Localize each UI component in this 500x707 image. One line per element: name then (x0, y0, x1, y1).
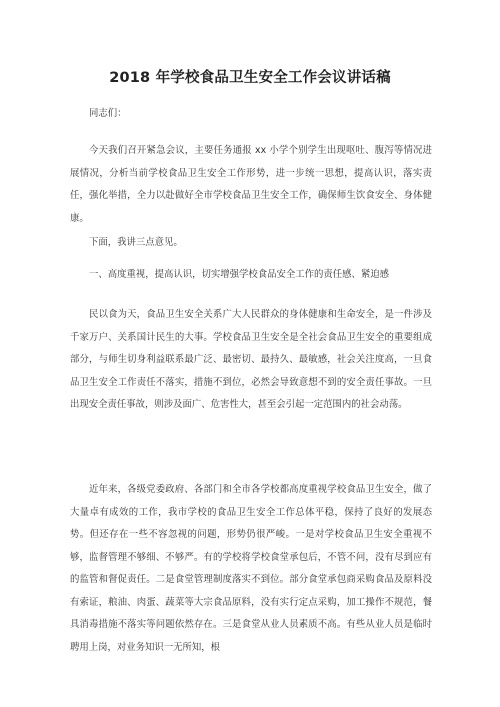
document-title: 2018 年学校食品卫生安全工作会议讲话稿 (109, 70, 391, 86)
section-heading-1: 一、高度重视，提高认识，切实增强学校食品安全工作的责任感、紧迫感 (89, 269, 390, 280)
intro-paragraph: 今天我们召开紧急会议，主要任务通报 xx 小学个别学生出现呕吐、腹泻等情况进展情况，分析当前学校食品卫生安全工作形势，进一步统一思想，提高认识，落实责任，强化举措，全力以赴做好全市学校食品卫生安全工作，确保师生饮食安全、身体健康。 (70, 145, 432, 224)
food-safety-paragraph: 民以食为天，食品卫生安全关系广大人民群众的身体健康和生命安全，是一件涉及千家万户、关系国计民生的大事。学校食品卫生安全是全社会食品卫生安全的重要组成部分，与师生切身利益联系最广泛、最密切、最持久、最敏感，社会关注度高，一旦食品卫生安全工作责任不落实，措施不到位，必然会导致意想不到的安全责任事故。一旦出现安全责任事故，则涉及面广、危害性大，甚至会引起一定范围内的社会动荡。 (70, 309, 432, 410)
greeting: 同志们： (89, 108, 127, 119)
recent-years-paragraph: 近年来，各级党委政府、各部门和全市各学校都高度重视学校食品卫生安全，做了大量卓有成效的工作，我市学校的食品卫生安全工作总体平稳，保持了良好的发展态势。但还存在一些不容忽视的问题，形势仍很严峻。一是对学校食品卫生安全重视不够，监督管理不够细、不够严。有的学校将学校食堂承包后，不管不问，没有尽到应有的监管和督促责任。二是食堂管理制度落实不到位。部分食堂承包商采购食品及原料没有索证，粮油、肉蛋、蔬菜等大宗食品原料，没有实行定点采购，加工操作不规范，餐具消毒措施不落实等问题依然存在。三是食堂从业人员素质不高。有些从业人员是临时聘用上岗，对业务知识一无所知，根 (70, 484, 432, 653)
points-paragraph: 下面，我讲三点意见。 (89, 237, 183, 248)
